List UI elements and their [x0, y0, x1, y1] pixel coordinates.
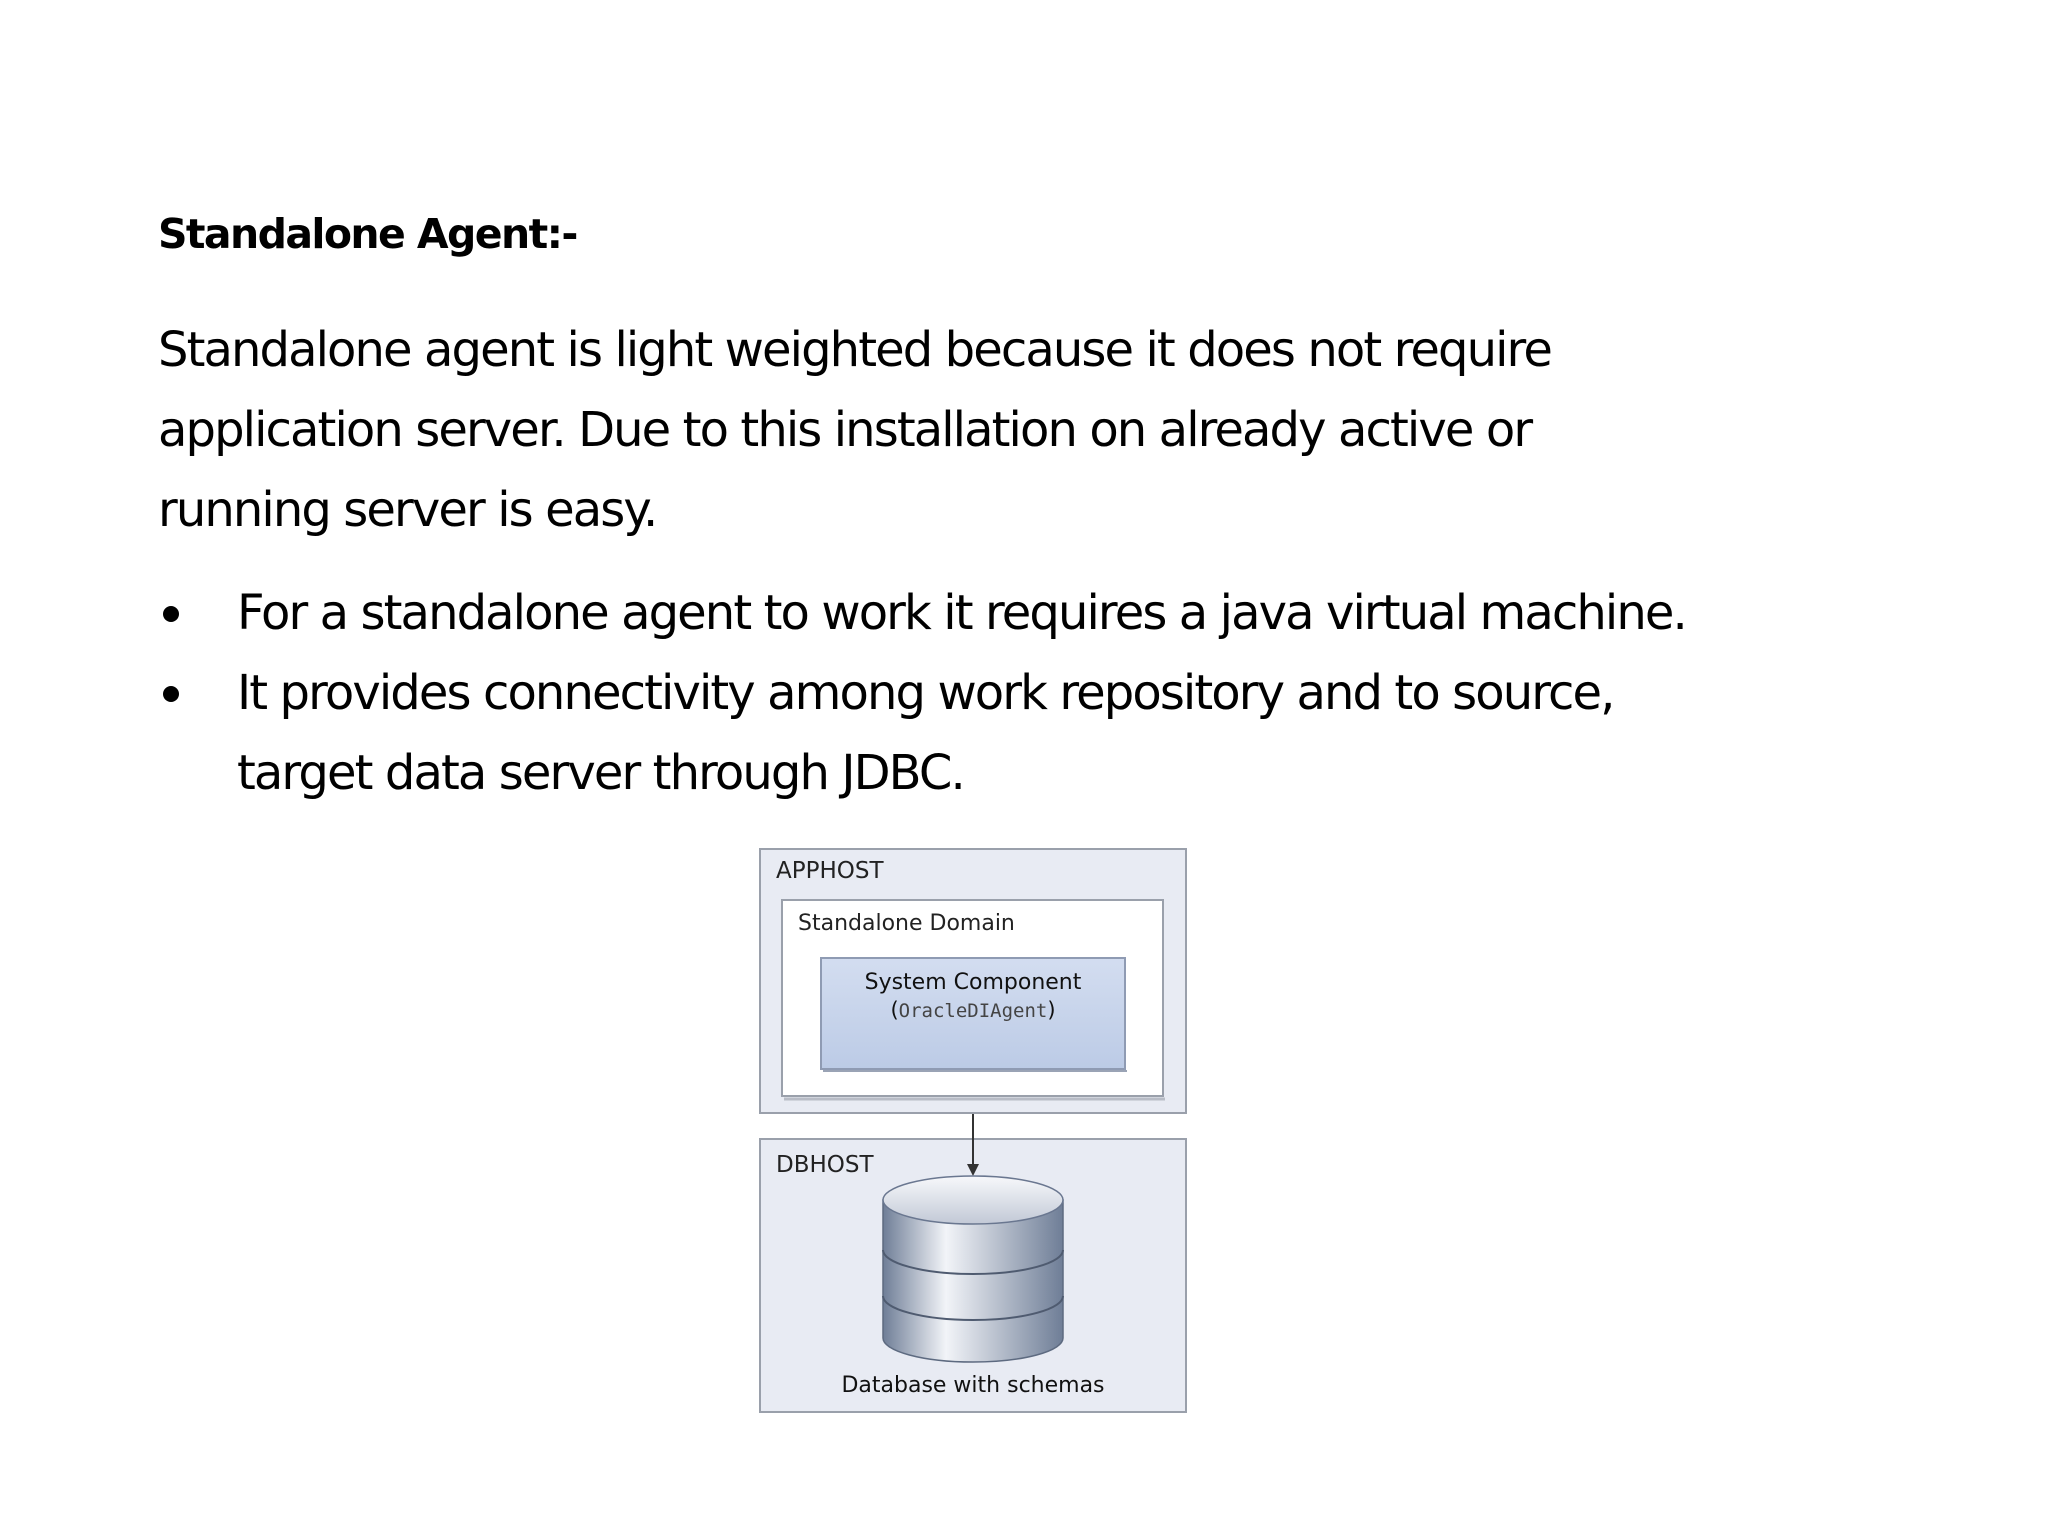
- database-label: Database with schemas: [841, 1373, 1105, 1398]
- section-heading: Standalone Agent:-: [158, 210, 577, 258]
- paragraph-line: application server. Due to this installation on already active or: [158, 402, 1532, 458]
- component-name: OracleDIAgent: [898, 1000, 1048, 1022]
- paragraph-line: Standalone agent is light weighted because it does not require: [158, 322, 1551, 378]
- domain-label: Standalone Domain: [798, 911, 1015, 936]
- bullet-text: It provides connectivity among work repository and to source,: [237, 665, 1614, 721]
- apphost-label: APPHOST: [776, 858, 884, 884]
- component-title: System Component: [864, 970, 1082, 995]
- bullet-item: [158, 573, 1686, 653]
- component-paren-close: ): [1047, 998, 1056, 1022]
- bullet-icon: [163, 606, 179, 622]
- paragraph-line: running server is easy.: [158, 482, 657, 538]
- component-name-line: [890, 998, 1055, 1022]
- dbhost-label: DBHOST: [776, 1152, 874, 1178]
- bullet-item: [158, 653, 1686, 813]
- bullet-text: target data server through JDBC.: [237, 745, 964, 801]
- bullet-list: [158, 573, 1686, 813]
- architecture-diagram: [757, 846, 1190, 1416]
- diagram-canvas: [757, 846, 1190, 1416]
- component-paren-open: (: [890, 998, 899, 1022]
- database-icon: [883, 1176, 1063, 1362]
- bullet-text: For a standalone agent to work it requires a java virtual machine.: [237, 585, 1686, 641]
- intro-paragraph: [158, 310, 1551, 550]
- bullet-icon: [163, 686, 179, 702]
